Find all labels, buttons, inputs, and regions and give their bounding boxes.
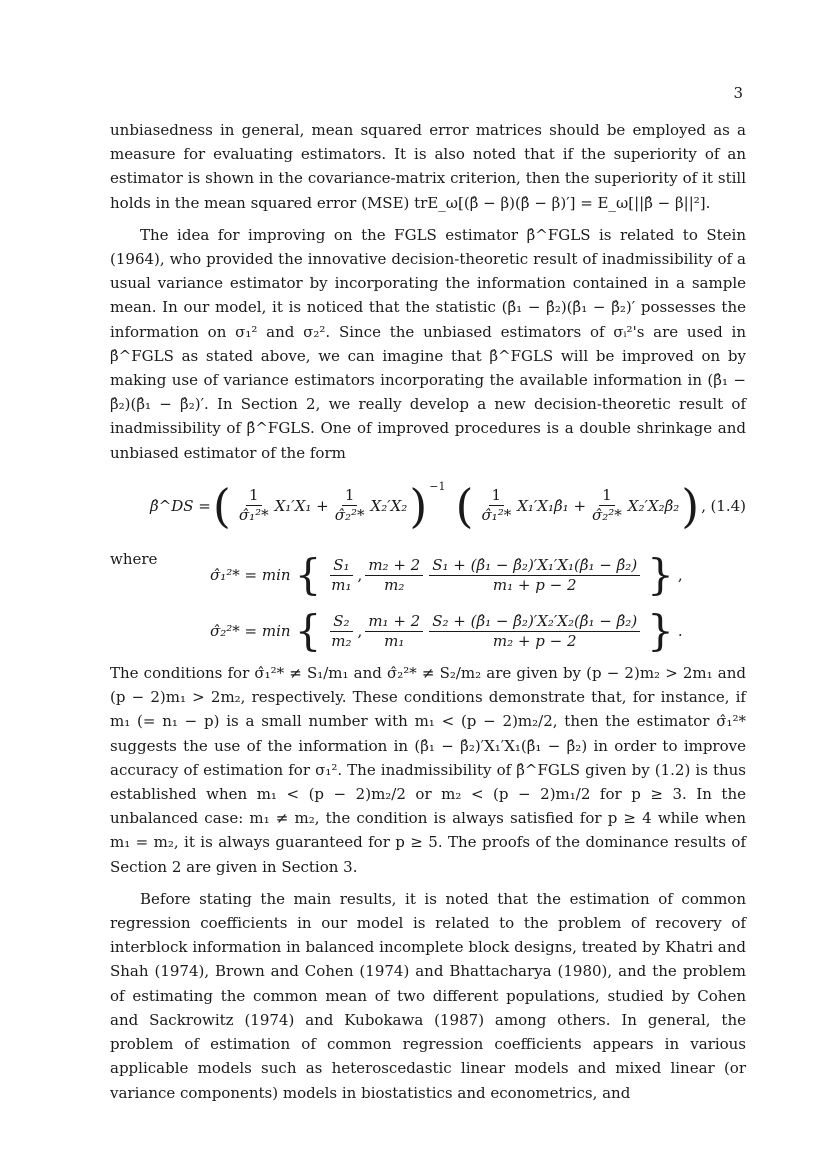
- eq-open-paren: (: [212, 478, 231, 533]
- min-eq-2-frac-a: $\frac{\text{S₂}}{\text{m₂}}$: [331, 611, 352, 650]
- min-eq-1-lhs: σ̂₁²* = min: [210, 565, 291, 584]
- min-eq-2-frac-b: $\frac{\text{m₁ + 2}}{\text{m₁}}$: [365, 612, 423, 651]
- paragraph-1: unbiasedness in general, mean squared error matrices should be employed as a measure for evaluating estimators. It is also noted that if the superiority of an estimator is shown in the covariance-matrix criterion, then the superiority of it still holds in the mean squared error (MSE) trE_ω[(β̂ − β)(β̂ − β)′] = E_ω[||β̂ − β||²].: [110, 121, 746, 212]
- min-eq-2-lhs: σ̂₂²* = min: [210, 621, 291, 640]
- min-equation-2: σ̂₂²* = min { $\frac{\text{S₂}}{\text{m₂}}$ , $\frac{\text{m₁ + 2}}{\text{m₁}}$ $\frac{\text{S₂ + (β̂₁ − β̂₂)′X₂′X₂(β̂₁ − β̂₂)}}{\text{m₂ + p − 2}}$ } .: [210, 606, 683, 656]
- eq-comma: ,: [701, 496, 706, 515]
- close-brace: }: [647, 550, 674, 600]
- open-brace: {: [294, 606, 322, 656]
- eq-inverse: −1: [429, 479, 446, 493]
- equation-number: (1.4): [710, 496, 746, 515]
- equation-1-4: [110, 469, 746, 543]
- page-body: [110, 118, 746, 1105]
- where-label: where: [110, 549, 158, 568]
- min-equations: [110, 547, 746, 659]
- eq-lhs: β̂^DS =: [150, 496, 211, 515]
- eq-frac-2: $\frac{1}{\text{σ̂₂²*}}$: [334, 486, 365, 525]
- eq-open-paren-2: (: [455, 478, 474, 533]
- min-eq-2-end: .: [677, 621, 683, 640]
- eq-term-2: X₂′X₂: [370, 496, 408, 515]
- min-eq-2-frac-c: $\frac{\text{S₂ + (β̂₁ − β̂₂)′X₂′X₂(β̂₁ − β̂₂)}}{\text{m₂ + p − 2}}$: [429, 612, 640, 651]
- paragraph-2: The idea for improving on the FGLS estimator β̂^FGLS is related to Stein (1964), who provided the innovative decision-theoretic result of inadmissibility of a usual variance estimator by incorporating the information contained in a sample mean. In our model, it is noticed that the statistic (β̂₁ − β̂₂)(β̂₁ − β̂₂)′ possesses the information on σ₁² and σ₂². Since the unbiased estimators of σᵢ²'s are used in β̂^FGLS as stated above, we can imagine that β̂^FGLS will be improved on by making use of variance estimators incorporating the available information in (β̂₁ − β̂₂)(β̂₁ − β̂₂)′. In Section 2, we really develop a new decision-theoretic result of inadmissibility of β̂^FGLS. One of improved procedures is a double shrinkage and unbiased estimator of the form: [110, 225, 746, 462]
- paragraph-3: The conditions for σ̂₁²* ≠ S₁/m₁ and σ̂₂²* ≠ S₂/m₂ are given by (p − 2)m₂ > 2m₁ and (p − 2)m₁ > 2m₂, respectively. These conditions demonstrate that, for instance, if m₁ (= n₁ − p) is a small number with m₁ < (p − 2)m₂/2, then the estimator σ̂₁²* suggests the use of the information in (β̂₁ − β̂₂)′X₁′X₁(β̂₁ − β̂₂) in order to improve accuracy of estimation for σ₁². The inadmissibility of β̂^FGLS given by (1.2) is thus established when m₁ < (p − 2)m₂/2 or m₂ < (p − 2)m₁/2 for p ≥ 3. In the unbalanced case: m₁ ≠ m₂, the condition is always satisfied for p ≥ 4 while when m₁ = m₂, it is always guaranteed for p ≥ 5. The proofs of the dominance results of Section 2 are given in Section 3.: [110, 664, 746, 876]
- paragraph-4: Before stating the main results, it is noted that the estimation of common regression coefficients in our model is related to the problem of recovery of interblock information in balanced incomplete block designs, treated by Khatri and Shah (1974), Brown and Cohen (1974) and Bhattacharya (1980), and the problem of estimating the common mean of two different populations, studied by Cohen and Sackrowitz (1974) and Kubokawa (1987) among others. In general, the problem of estimation of common regression coefficients appears in various applicable models such as heteroscedastic linear models and mixed linear (or variance components) models in biostatistics and econometrics, and: [110, 889, 746, 1102]
- min-eq-1-frac-b: $\frac{\text{m₂ + 2}}{\text{m₂}}$: [365, 556, 423, 595]
- close-brace: }: [647, 606, 674, 656]
- eq-frac-3: $\frac{1}{\text{σ̂₁²*}}$: [481, 486, 512, 525]
- min-eq-1-end: ,: [677, 565, 683, 584]
- open-brace: {: [294, 550, 322, 600]
- eq-frac-4: $\frac{1}{\text{σ̂₂²*}}$: [592, 486, 622, 525]
- min-eq-1-frac-a: $\frac{\text{S₁}}{\text{m₁}}$: [331, 555, 352, 594]
- eq-term-1: X₁′X₁ +: [274, 496, 329, 515]
- eq-term-4: X₂′X₂β̂₂: [627, 496, 680, 515]
- eq-close-paren: ): [409, 478, 428, 533]
- eq-frac-1: $\frac{1}{\text{σ̂₁²*}}$: [238, 486, 269, 525]
- min-eq-1-frac-c: $\frac{\text{S₁ + (β̂₁ − β̂₂)′X₁′X₁(β̂₁ − β̂₂)}}{\text{m₁ + p − 2}}$: [429, 556, 640, 595]
- page-number: 3: [733, 84, 743, 102]
- min-equation-1: σ̂₁²* = min { $\frac{\text{S₁}}{\text{m₁}}$ , $\frac{\text{m₂ + 2}}{\text{m₂}}$ $\frac{\text{S₁ + (β̂₁ − β̂₂)′X₁′X₁(β̂₁ − β̂₂)}}{\text{m₁ + p − 2}}$ } ,: [210, 550, 683, 600]
- eq-close-paren-2: ): [681, 478, 700, 533]
- eq-term-3: X₁′X₁β̂₁ +: [517, 496, 587, 515]
